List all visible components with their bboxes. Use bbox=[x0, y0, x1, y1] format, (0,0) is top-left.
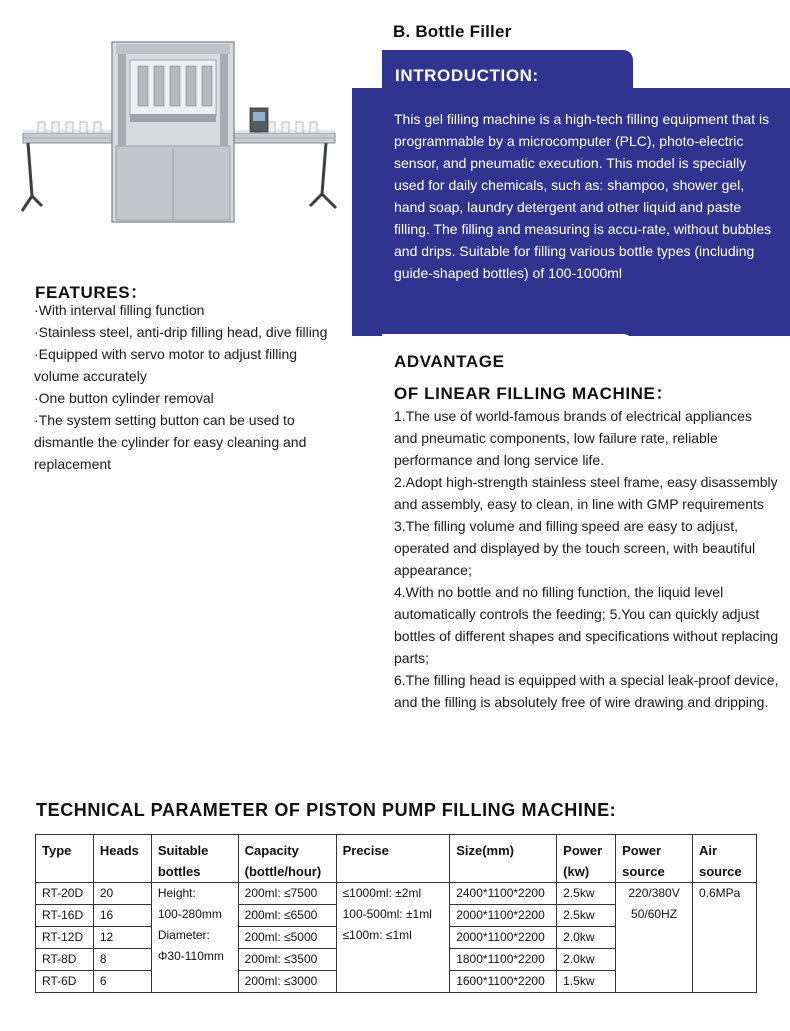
cell-power-source: 220/380V 50/60HZ bbox=[616, 883, 693, 993]
advantage-heading: ADVANTAGE bbox=[394, 352, 505, 371]
cell-type: RT-8D bbox=[36, 949, 94, 971]
col-power: Power (kw) bbox=[557, 835, 616, 883]
cell-heads: 16 bbox=[93, 905, 151, 927]
cell-power: 2.0kw bbox=[557, 949, 616, 971]
table-title: TECHNICAL PARAMETER OF PISTON PUMP FILLING MACHINE: bbox=[36, 800, 617, 820]
cell-capacity: 200ml: ≤5000 bbox=[238, 927, 336, 949]
col-precise: Precise bbox=[336, 835, 450, 883]
feature-item: ·One button cylinder removal bbox=[34, 390, 214, 406]
col-heads: Heads bbox=[93, 835, 151, 883]
cell-air-source: 0.6MPa bbox=[693, 883, 757, 993]
cell-precise: ≤1000ml: ±2ml 100-500ml: ±1ml ≤100m: ≤1ml bbox=[336, 883, 450, 993]
advantage-item: 2.Adopt high-strength stainless steel frame, easy disassembly and assembly, easy to clean, in line with GMP requirements bbox=[394, 474, 778, 512]
introduction-heading: INTRODUCTION: bbox=[395, 66, 539, 85]
feature-item: ·With interval filling function bbox=[34, 302, 205, 318]
cell-type: RT-6D bbox=[36, 971, 94, 993]
cell-capacity: 200ml: ≤3000 bbox=[238, 971, 336, 993]
table-header-row bbox=[36, 835, 757, 883]
feature-item: ·Stainless steel, anti-drip filling head, dive filling bbox=[34, 324, 328, 340]
introduction-text: This gel filling machine is a high-tech filling equipment that is programmable by a microcomputer (PLC), photo-electric sensor, and pneumatic execution. This model is specially used for daily chemicals, such as: shampoo, shower gel, hand soap, laundry detergent and other liquid and paste filling. The filling and measuring is accu-rate, without bubbles and drips. Suitable for filling various bottle types (including guide-shaped bottles) of 100-1000ml bbox=[394, 111, 772, 281]
advantage-item: 4.With no bottle and no filling function, the liquid level automatically controls the feeding; 5.You can quickly adjust bottles of different shapes and specifications without replacing parts; bbox=[394, 584, 779, 666]
col-type: Type bbox=[36, 835, 94, 883]
cell-power: 2.5kw bbox=[557, 905, 616, 927]
advantage-list bbox=[394, 405, 779, 713]
col-bottles: Suitable bottles bbox=[151, 835, 238, 883]
features-list bbox=[34, 299, 334, 475]
filling-machine-image bbox=[18, 36, 343, 226]
cell-type: RT-20D bbox=[36, 883, 94, 905]
cell-size: 2000*1100*2200 bbox=[450, 927, 557, 949]
cell-size: 1600*1100*2200 bbox=[450, 971, 557, 993]
advantage-subheading: OF LINEAR FILLING MACHINE： bbox=[394, 384, 674, 403]
advantage-item: 3.The filling volume and filling speed are easy to adjust, operated and displayed by the touch screen, with beautiful appearance; bbox=[394, 518, 756, 578]
advantage-item: 6.The filling head is equipped with a special leak-proof device, and the filling is absolutely free of wire drawing and dripping. bbox=[394, 672, 779, 710]
parameter-table bbox=[35, 834, 757, 993]
advantage-item: 1.The use of world-famous brands of electrical appliances and pneumatic components, low failure rate, reliable performance and long service life. bbox=[394, 408, 752, 468]
col-power-source: Power source bbox=[616, 835, 693, 883]
cell-power: 1.5kw bbox=[557, 971, 616, 993]
cell-heads: 8 bbox=[93, 949, 151, 971]
cell-power: 2.0kw bbox=[557, 927, 616, 949]
cell-size: 2400*1100*2200 bbox=[450, 883, 557, 905]
features-heading: FEATURES： bbox=[35, 283, 148, 302]
col-size: Size(mm) bbox=[450, 835, 557, 883]
cell-heads: 12 bbox=[93, 927, 151, 949]
feature-item: ·The system setting button can be used to dismantle the cylinder for easy cleaning and replacement bbox=[34, 412, 307, 472]
cell-type: RT-16D bbox=[36, 905, 94, 927]
cell-heads: 6 bbox=[93, 971, 151, 993]
cell-capacity: 200ml: ≤6500 bbox=[238, 905, 336, 927]
table-row bbox=[36, 883, 757, 905]
cell-size: 1800*1100*2200 bbox=[450, 949, 557, 971]
cell-type: RT-12D bbox=[36, 927, 94, 949]
section-title: B. Bottle Filler bbox=[393, 22, 512, 41]
cell-power: 2.5kw bbox=[557, 883, 616, 905]
cell-size: 2000*1100*2200 bbox=[450, 905, 557, 927]
cell-bottles: Height: 100-280mm Diameter: Φ30-110mm bbox=[151, 883, 238, 993]
col-capacity: Capacity (bottle/hour) bbox=[238, 835, 336, 883]
col-air-source: Air source bbox=[693, 835, 757, 883]
feature-item: ·Equipped with servo motor to adjust filling volume accurately bbox=[34, 346, 298, 384]
cell-capacity: 200ml: ≤3500 bbox=[238, 949, 336, 971]
cell-heads: 20 bbox=[93, 883, 151, 905]
cell-capacity: 200ml: ≤7500 bbox=[238, 883, 336, 905]
